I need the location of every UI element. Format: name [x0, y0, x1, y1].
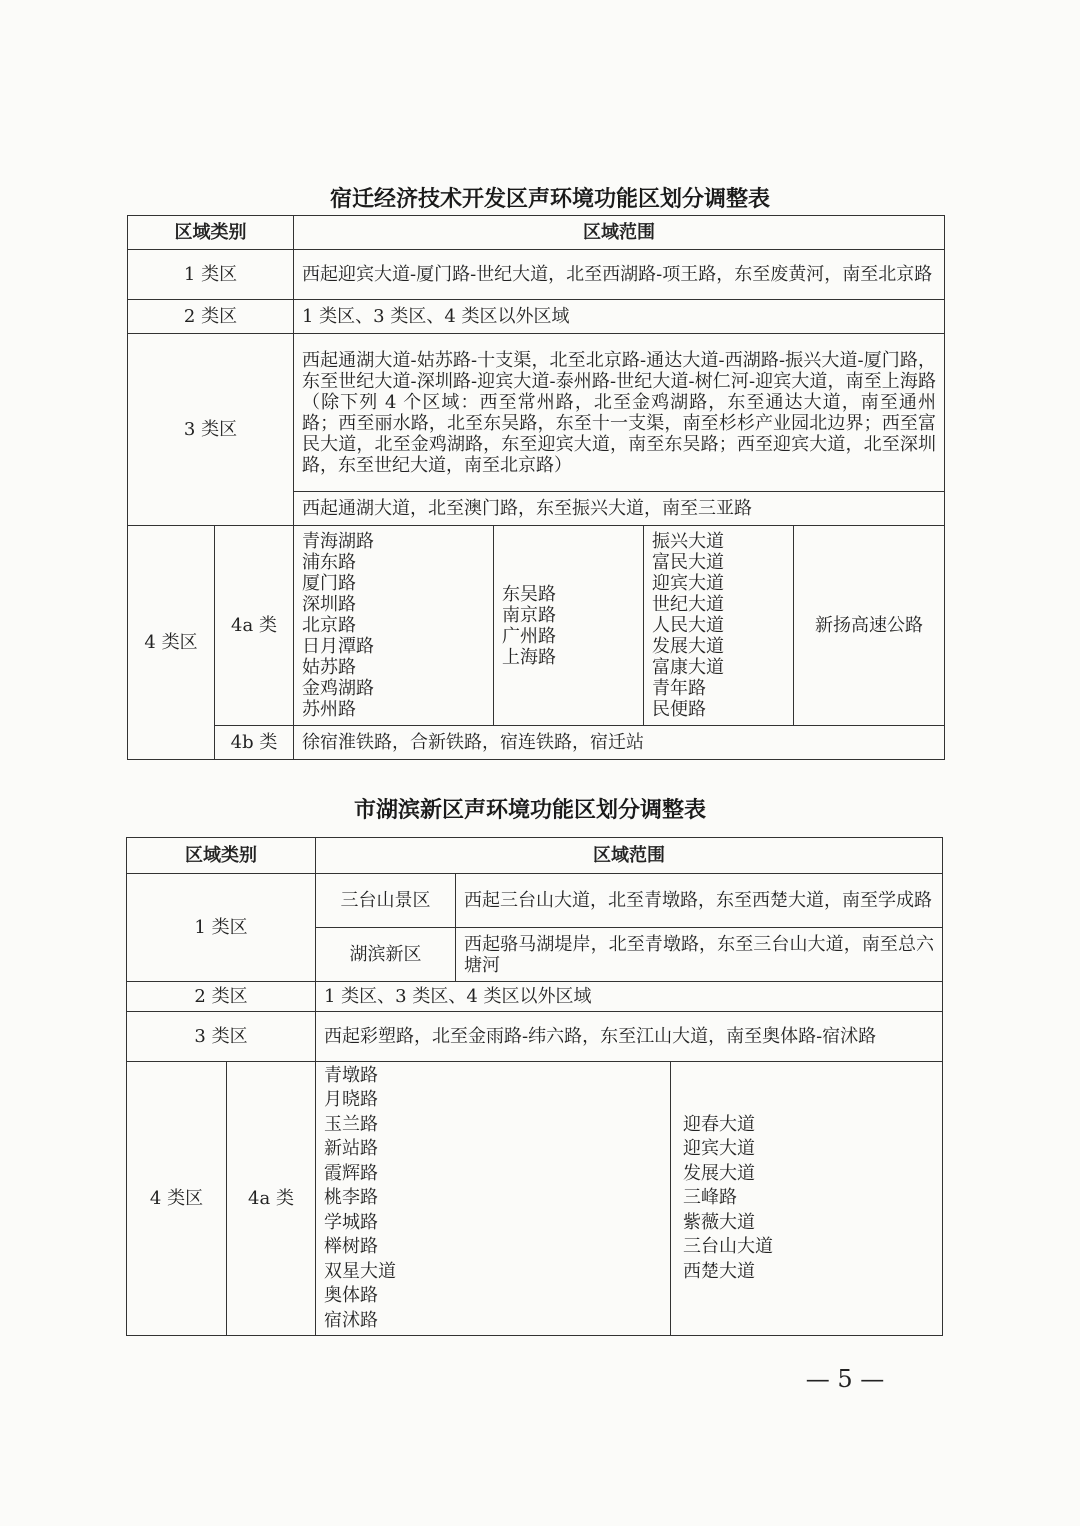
road-item: 玉兰路 [324, 1113, 378, 1135]
class4a-col2 [671, 1062, 943, 1336]
road-item: 上海路 [502, 646, 556, 668]
table-row [127, 1062, 943, 1336]
table-row [128, 526, 945, 726]
header-category: 区域类别 [127, 838, 316, 874]
class3-range: 西起彩塑路，北至金雨路-纬六路，东至江山大道，南至奥体路-宿沭路 [316, 1012, 943, 1062]
class1-range: 西起骆马湖堤岸，北至青墩路，东至三台山大道，南至总六塘河 [456, 928, 943, 982]
road-item: 紫薇大道 [683, 1211, 755, 1233]
table-row [127, 982, 943, 1012]
road-item: 青年路 [652, 678, 706, 699]
class2-range: 1 类区、3 类区、4 类区以外区域 [316, 982, 943, 1012]
road-item: 人民大道 [652, 615, 724, 636]
table-header-row [127, 838, 943, 874]
road-item: 姑苏路 [302, 657, 356, 678]
road-item: 青海湖路 [302, 531, 374, 552]
header-range: 区域范围 [294, 216, 945, 250]
road-item: 三台山大道 [683, 1236, 773, 1258]
road-item: 东吴路 [502, 583, 556, 605]
page-number: — 5 — [805, 1365, 885, 1393]
road-item: 青墩路 [324, 1064, 378, 1086]
class1-area: 湖滨新区 [316, 928, 456, 982]
table2-lakeside-new-district [126, 837, 943, 1336]
class3-label: 3 类区 [127, 1012, 316, 1062]
class1-range: 西起迎宾大道-厦门路-世纪大道，北至西湖路-项王路，东至废黄河，南至北京路 [294, 250, 945, 300]
road-item: 发展大道 [652, 636, 724, 657]
class4b-label: 4b 类 [215, 726, 294, 760]
table2-title: 市湖滨新区声环境功能区划分调整表 [353, 798, 706, 823]
class2-range: 1 类区、3 类区、4 类区以外区域 [294, 300, 945, 334]
class4a-col2 [494, 526, 644, 726]
table-row [128, 726, 945, 760]
table-header-row [128, 216, 945, 250]
road-item: 榉树路 [324, 1236, 378, 1258]
road-item: 西楚大道 [683, 1260, 755, 1282]
road-item: 北京路 [302, 615, 356, 636]
class1-label: 1 类区 [127, 874, 316, 982]
road-item: 迎春大道 [683, 1113, 755, 1135]
class3-range-a: 西起通湖大道-姑苏路-十支渠，北至北京路-通达大道-西湖路-振兴大道-厦门路，东至世纪大道-深圳路-迎宾大道-泰州路-世纪大道-树仁河-迎宾大道，南至上海路（除下列 4 个区域：西至常州路，北至金鸡湖路，东至通达大道，南至通州路；西至丽水路，北至东吴路，东至十一支渠，南至杉杉产业园北边界；西至富民大道，北至金鸡湖路，东至迎宾大道，南至东吴路；西至迎宾大道，北至深圳路，东至世纪大道，南至北京路） [294, 334, 945, 492]
table-row [127, 874, 943, 928]
road-item: 发展大道 [683, 1162, 755, 1184]
road-item: 宿沭路 [324, 1309, 378, 1331]
class4-label: 4 类区 [128, 526, 215, 760]
road-item: 振兴大道 [652, 531, 724, 552]
class4b-range: 徐宿淮铁路，合新铁路，宿连铁路，宿迁站 [294, 726, 945, 760]
header-range: 区域范围 [316, 838, 943, 874]
road-item: 富民大道 [652, 552, 724, 573]
road-item: 苏州路 [302, 699, 356, 720]
road-item: 双星大道 [324, 1260, 396, 1282]
road-item: 民便路 [652, 699, 706, 720]
table-row [127, 1012, 943, 1062]
road-item: 学城路 [324, 1211, 378, 1233]
road-item: 日月潭路 [302, 636, 374, 657]
class4a-col4: 新扬高速公路 [794, 526, 945, 726]
class4a-col1 [316, 1062, 671, 1336]
class4a-label: 4a 类 [227, 1062, 316, 1336]
road-item: 奥体路 [324, 1285, 378, 1307]
road-item: 迎宾大道 [683, 1138, 755, 1160]
road-item: 新站路 [324, 1138, 378, 1160]
road-item: 月晓路 [324, 1089, 378, 1111]
class1-label: 1 类区 [128, 250, 294, 300]
road-item: 世纪大道 [652, 594, 724, 615]
table1-econ-dev-zone [127, 215, 945, 760]
road-item: 三峰路 [683, 1187, 737, 1209]
class4a-col3 [644, 526, 794, 726]
table1-title: 宿迁经济技术开发区声环境功能区划分调整表 [329, 187, 770, 212]
header-category: 区域类别 [128, 216, 294, 250]
class4a-label: 4a 类 [215, 526, 294, 726]
class4a-col1 [294, 526, 494, 726]
class1-area: 三台山景区 [316, 874, 456, 928]
table-row [128, 300, 945, 334]
road-item: 广州路 [502, 625, 556, 647]
road-item: 厦门路 [302, 573, 356, 594]
road-item: 深圳路 [302, 594, 356, 615]
road-item: 迎宾大道 [652, 573, 724, 594]
road-item: 金鸡湖路 [302, 678, 374, 699]
road-item: 桃李路 [324, 1187, 378, 1209]
class2-label: 2 类区 [127, 982, 316, 1012]
class1-range: 西起三台山大道，北至青墩路，东至西楚大道，南至学成路 [456, 874, 943, 928]
class3-label: 3 类区 [128, 334, 294, 526]
road-item: 霞辉路 [324, 1162, 378, 1184]
class3-range-b: 西起通湖大道，北至澳门路，东至振兴大道，南至三亚路 [294, 492, 945, 526]
table-row [128, 250, 945, 300]
class2-label: 2 类区 [128, 300, 294, 334]
road-item: 富康大道 [652, 657, 724, 678]
table-row [128, 334, 945, 492]
road-item: 南京路 [502, 604, 556, 626]
road-item: 浦东路 [302, 552, 356, 573]
class4-label: 4 类区 [127, 1062, 227, 1336]
